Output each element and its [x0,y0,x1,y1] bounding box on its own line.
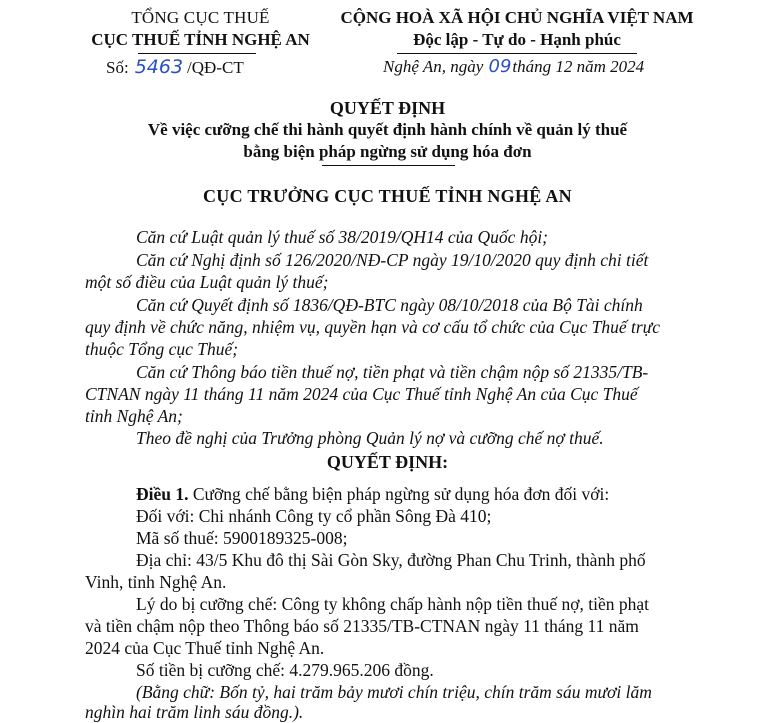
article-1-label: Điều 1. [136,484,189,504]
doc-number-prefix: Số: [106,58,129,77]
article-1-line: Vinh, tỉnh Nghệ An. [85,572,227,592]
agency-underline [138,53,256,54]
motto-underline [397,53,637,54]
date-suffix: tháng 12 năm 2024 [512,57,645,76]
article-1-line: Địa chỉ: 43/5 Khu đô thị Sài Gòn Sky, đường Phan Chu Trinh, thành phố [136,550,646,570]
preamble-line: Căn cứ Luật quản lý thuế số 38/2019/QH14 của Quốc hội; [136,227,549,247]
date-line [383,56,644,77]
doc-number-suffix: /QĐ-CT [187,58,244,77]
preamble-line: quy định về chức năng, nhiệm vụ, quyền hạn và cơ cấu tổ chức của Cục Thuế trực [85,317,660,337]
article-1-line: 2024 của Cục Thuế tỉnh Nghệ An. [85,638,325,658]
issuing-authority: CỤC TRƯỞNG CỤC THUẾ TỈNH NGHỆ AN [203,186,572,206]
preamble-line: CTNAN ngày 11 tháng 11 năm 2024 của Cục Thuế tỉnh Nghệ An của Cục Thuế [85,384,638,404]
decision-heading: QUYẾT ĐỊNH: [326,452,449,472]
article-1-line: Lý do bị cưỡng chế: Công ty không chấp hành nộp tiền thuế nợ, tiền phạt [136,594,650,614]
date-day-handwritten: 09 [488,56,512,77]
preamble-line: Căn cứ Thông báo tiền thuế nợ, tiền phạt và tiền chậm nộp số 21335/TB- [136,362,649,382]
subject-line-1: Về việc cưỡng chế thi hành quyết định hành chính về quản lý thuế [147,120,628,139]
preamble-line: một số điều của Luật quản lý thuế; [85,272,329,292]
subject-underline [322,165,455,166]
subject-line-2: bằng biện pháp ngừng sử dụng hóa đơn [243,142,532,161]
preamble-line: Căn cứ Quyết định số 1836/QĐ-BTC ngày 08/10/2018 của Bộ Tài chính [136,295,643,315]
article-1-intro [136,484,609,505]
agency-name: CỤC THUẾ TỈNH NGHỆ AN [91,30,310,49]
agency-parent: TỔNG CỤC THUẾ [131,8,270,27]
article-1-line: và tiền chậm nộp theo Thông báo số 21335/TB-CTNAN ngày 11 tháng 11 năm [85,616,639,636]
doc-number [106,56,244,78]
doc-number-handwritten: 5463 [134,56,184,78]
document-type: QUYẾT ĐỊNH [329,98,446,118]
article-1-line: Số tiền bị cưỡng chế: 4.279.965.206 đồng. [136,660,434,680]
date-prefix: Nghệ An, ngày [383,57,484,76]
preamble-line: Theo đề nghị của Trưởng phòng Quản lý nợ và cưỡng chế nợ thuế. [136,428,604,448]
preamble-line: tỉnh Nghệ An; [85,406,183,426]
article-1-line: Đối với: Chi nhánh Công ty cổ phần Sông Đà 410; [136,506,492,526]
article-1-text: Cưỡng chế bằng biện pháp ngừng sử dụng hóa đơn đối với: [188,484,610,504]
preamble-line: Căn cứ Nghị định số 126/2020/NĐ-CP ngày 19/10/2020 quy định chi tiết [136,250,649,270]
preamble-line: thuộc Tổng cục Thuế; [85,339,239,359]
article-1-line: Mã số thuế: 5900189325-008; [136,528,348,548]
article-1-line: nghìn hai trăm linh sáu đồng.). [85,702,304,722]
article-1-line: (Bằng chữ: Bốn tỷ, hai trăm bảy mươi chín triệu, chín trăm sáu mươi lăm [136,682,652,702]
national-motto: Độc lập - Tự do - Hạnh phúc [413,30,621,49]
nation-name: CỘNG HOÀ XÃ HỘI CHỦ NGHĨA VIỆT NAM [340,8,694,27]
